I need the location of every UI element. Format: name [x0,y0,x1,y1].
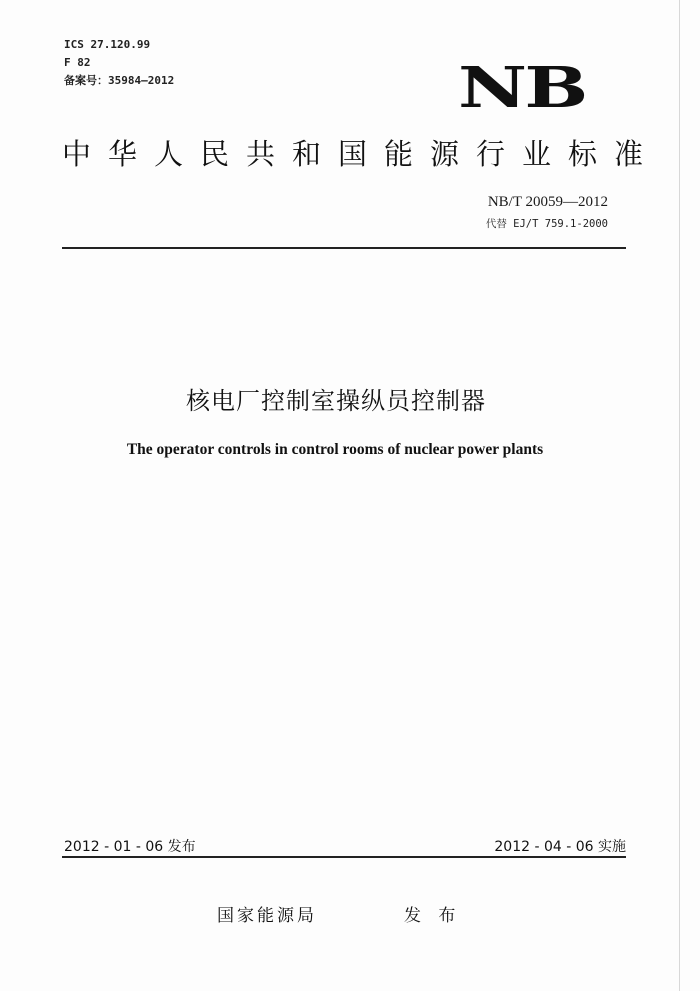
top-divider [62,247,626,249]
bottom-divider [62,856,626,858]
nb-logo: NB [458,55,586,121]
record-number: 备案号：35984—2012 [64,74,175,87]
header-meta [64,36,174,90]
document-title-chinese: 核电厂控制室操纵员控制器 [186,387,486,415]
scan-edge-line [679,0,680,991]
category-code: F 82 [64,56,91,69]
organization-title: 中华人民共和国能源行业标准 [62,137,661,171]
ics-code: ICS 27.120.99 [64,38,151,51]
issue-date: 2012 - 01 - 06 发布 [64,839,196,855]
effective-date: 2012 - 04 - 06 实施 [494,839,626,855]
replaces-standard: 代替 EJ/T 759.1-2000 [485,218,608,230]
standard-number: NB/T 20059—2012 [487,194,608,210]
document-title-english: The operator controls in control rooms of nuclear power plants [126,441,544,458]
publish-label: 发 布 [404,906,462,926]
publisher-name: 国家能源局 [217,906,317,926]
